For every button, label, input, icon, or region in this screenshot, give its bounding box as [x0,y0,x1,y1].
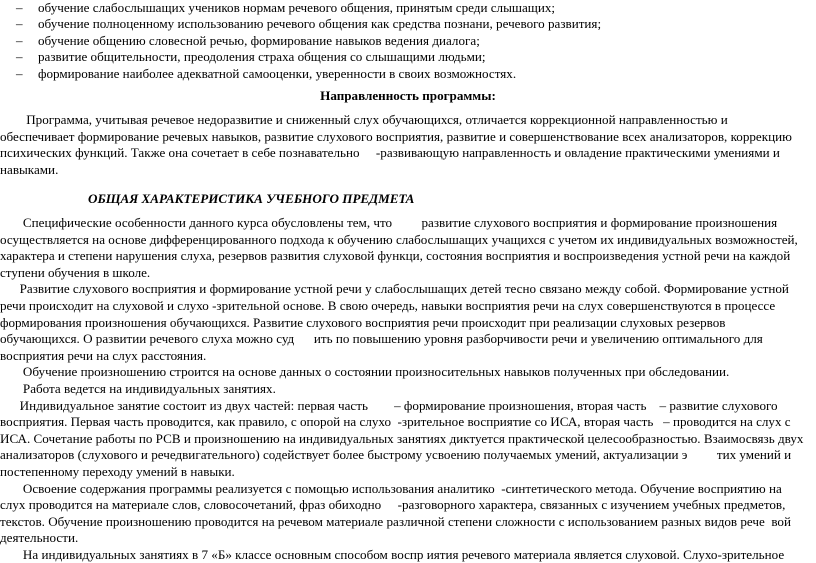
text-line: На индивидуальных занятиях в 7 «Б» классе основным способом воспр иятия речевого материала является слуховой. Слухо-зрительное [0,546,785,562]
text-line: ИСА. Сочетание работы по РСВ и произношению на индивидуальных занятиях диктуется практической целесообразностью. Взаимосвязь двух [0,430,804,446]
text-line: Обучение произношению строится на основе данных о состоянии произносительных навыков полученных при обследовании. [0,364,730,380]
text-line: ступени обучения в школе. [0,264,151,280]
section-heading: Направленность программы: [320,88,496,103]
intro-paragraph [0,112,816,178]
list-item: – обучение полноценному использованию речевого общения как средства познани, речевого развития; [16,16,602,32]
text-line: постепенному переходу умений в навыки. [0,463,235,479]
text-line: Индивидуальное занятие состоит из двух частей: первая часть – формирование произношения, вторая часть – развитие слухового [0,397,778,413]
goals-list [16,0,816,82]
list-item: – развитие общительности, преодоления страха общения со слышащими людьми; [16,49,486,65]
text-line: осуществляется на основе дифференцированного подхода к обучению слабослышащих учащихся с учетом их индивидуальных возможностей, [0,231,798,247]
text-line: речи происходит на слуховой и слухо -зрительной основе. В свою очередь, навыки восприятия речи на слух совершенствуются в процессе [0,297,776,313]
dash-bullet: – [16,16,23,32]
body-text [0,215,816,563]
text-line: Развитие слухового восприятия и формирование устной речи у слабослышащих детей тесно связано между собой. Формирование устной [0,281,789,297]
list-item: – обучение слабослышащих учеников нормам речевого общения, принятым среди слышащих; [16,0,556,15]
text-line: характера и степени нарушения слуха, резервов развития слуховой функци, состояния восприятия и воспроизведения устной речи на каждой [0,248,791,264]
text-line: Освоение содержания программы реализуется с помощью использования аналитико -синтетического метода. Обучение восприятию на [0,480,782,496]
subject-heading: ОБЩАЯ ХАРАКТЕРИСТИКА УЧЕБНОГО ПРЕДМЕТА [88,191,415,206]
dash-bullet: – [16,49,23,65]
text-line: Работа ведется на индивидуальных занятиях. [0,380,276,396]
text-line: психических функций. Также она сочетает в себе познавательно -развивающую направленность и овладение практическими умениями и [0,145,780,161]
text-line: слух проводится на материале слов, словосочетаний, фраз обиходно -разговорного характера, связанных с изучением учебных предметов, [0,497,786,513]
dash-bullet: – [16,32,23,48]
text-line: анализаторов (слухового и речедвигательного) содействует более быстрому усвоению получаемых умений, актуализации э тих умений и [0,447,792,463]
dash-bullet: – [16,65,23,81]
list-item: – обучение общению словесной речью, формирование навыков ведения диалога; [16,32,480,48]
text-line: восприятия речи на слух расстояния. [0,347,207,363]
text-line: Программа, учитывая речевое недоразвитие и сниженный слух обучающихся, отличается коррекционной направленностью и [0,112,728,127]
text-line: восприятия. Первая часть проводится, как правило, с опорой на слухо -зрительное восприятие со ИСА, вторая часть – проводится на слух с [0,414,791,430]
text-line: Специфические особенности данного курса обусловлены тем, что развитие слухового восприятия и формирование произношения [0,215,778,230]
list-item: – формирование наиболее адекватной самооценки, уверенности в своих возможностях. [16,65,517,81]
text-line: текстов. Обучение произношению проводится на речевом материале различной степени сложности с использованием разных видов рече вой [0,513,791,529]
text-line: формирования произношения обучающихся. Развитие слухового восприятия речи происходит при реализации слуховых резервов [0,314,726,330]
text-line: обеспечивает формирование речевых навыков, развитие слухового восприятия, развитие и совершенствование всех анализаторов, коррекцию [0,128,792,144]
text-line: навыками. [0,161,59,177]
text-line: обучающихся. О развитии речевого слуха можно суд ить по повышению уровня разборчивости речи и увеличению оптимального для [0,331,763,347]
dash-bullet: – [16,0,23,15]
text-line: деятельности. [0,530,79,546]
